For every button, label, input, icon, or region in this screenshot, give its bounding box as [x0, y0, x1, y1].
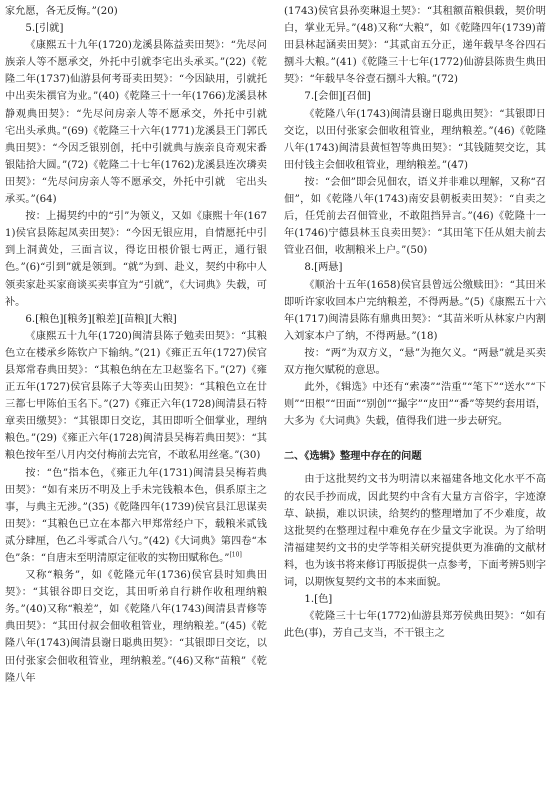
section-spacer [284, 430, 546, 448]
subsection-heading: 8.[两悬] [304, 262, 343, 274]
body-paragraph: (1743)侯官县孙奕琳退土契》：“其租额苗粮俱载，契价明白，掌业无异。”(48)又称“大粮”，如《乾隆四年(1739)莆田县林起涵卖田契》：“其贰亩五分正，递年载早冬谷四石捌斗大粮。”(41)《乾隆三十七年(1772)仙游县陈贵生典田契》：“年载早冬谷壹石捌斗大粮。”(72) [284, 6, 546, 86]
body-paragraph: 按：“色”指本色，《雍正九年(1731)闽清县吴梅若典田契》：“如有来历不明及上手未完钱粮本色，俱系原主之事，与典主无涉。”(35)《乾隆四年(1739)侯官县江思谋卖田契》：“其粮色已立在本都六甲郑常经户下，载粮米贰钱贰分肆厘，色乙斗零贰合八勺。”(42)《大词典》第四卷“本色”条：“自唐末至明清原定征收的实物田赋称色。”[10] [5, 467, 267, 564]
body-paragraph: 又称“粮务”，如《乾隆元年(1736)侯官县时知典田契》：“其银谷即日交讫，其田听弟自行耕作收租理纳粮务。”(40)又称“粮差”，如《乾隆八年(1743)闽清县青修等典田契》：“其田付叔会佃收租管业，理纳粮差。”(45)《乾隆八年(1743)闽清县谢日聪典田契》：“其银即日交讫，以田付张家会佃收租管业，理纳粮差。”(46)又称“苗粮”《乾隆八年 [5, 570, 267, 684]
subsection-heading: 6.[粮色][粮务][粮差][苗粮][大粮] [25, 313, 177, 325]
body-paragraph: 由于这批契约文书为明清以来福建各地文化水平不高的农民手抄而成，因此契约中含有大量方言俗字，字迹潦草、缺损，难以识读，给契约的整理增加了不少难度，故这批契约在整理过程中难免存在少量文字讹误。为了给明清福建契约文书的史学等相关研究提供更为准确的文献材料，也为该书将来修订再版提供一点参考，下面考辨5则字词，以期恢复契约文书的本来面貌。 [284, 474, 546, 588]
subsection-heading: 1.[色] [304, 594, 333, 606]
subsection-heading: 5.[引就] [25, 23, 64, 35]
body-paragraph: 按：“两”为双方义，“悬”为拖欠义。“两悬”就是买卖双方拖欠赋税的意思。 [284, 347, 546, 376]
subsection-heading: 7.[会佃][召佃] [304, 91, 371, 103]
body-paragraph: 《乾隆三十七年(1772)仙游县郑芳侯典田契》：“如有此色(事)，芳自己支当，不干银主之 [284, 611, 546, 640]
body-paragraph: 《康熙五十九年(1720)闽清县陈子勉卖田契》：“其粮色立在楼承乡陈钦户下输纳。”(21)《雍正五年(1727)侯官县郑常春典田契》：“其粮色纳在左卫赵鉴名下。”(27)《雍正五年(1727)侯官县陈子大等卖山田契》：“其粮色立在廿三都七甲陈伯玉名下。”(27)《雍正六年(1728)闽清县石特章卖田缴契》：“其银即日交讫，其田即听仝佃掌业，理纳粮色。”(29)《雍正六年(1728)闽清县吴梅若典田契》：“其粮色按年至八月内交付梅前去完官，不敢私用丝毫。”(30) [5, 330, 267, 462]
body-paragraph: 家允愿，各无反悔。”(20) [5, 6, 118, 17]
left-column [5, 3, 278, 687]
body-paragraph: 《康熙五十九年(1720)龙溪县陈益卖田契》：“先尽问族亲人等不愿承交，外托中引就李宅出头承买。”(22)《乾隆二年(1737)仙游县何考哥卖田契》：“今因缺用，引就托中出卖朱禩官为业。”(40)《乾隆三十一年(1766)龙溪县林静观典田契》：“先尽问房亲人等不愿承交，外托中引就 宅出头承典。”(69)《乾隆三十六年(1771)龙溪县王门郭氏典田契》：“今因乏银别创，托中引就典与族亲良奇观宋番银陆拾大圆。”(72)《乾隆二十七年(1762)龙溪县连次璘卖田契》：“先尽问房亲人等不愿承交，外托中引就 宅出头承买。”(64) [5, 40, 278, 206]
footnote-marker: [10] [229, 551, 242, 559]
body-paragraph: 按：上揭契约中的“引”为领义，又如《康熙十年(1671)侯官县陈起凤卖田契》：“今因无银应用，自情愿托中引到上洞黄处，三面言议，得讫田根价银七两正，通行银色。”(6)“引到”就是领到。“就”为到、赴义，契约中称中人领卖家赴买家商谈买卖事宜为“引就”，《大词典》失载，可补。 [5, 211, 267, 308]
body-paragraph: 《乾隆八年(1743)闽清县谢日聪典田契》：“其银即日交讫，以田付张家会佃收租管业，理纳粮差。”(46)《乾隆八年(1743)闽清县黄恒智等典田契》：“其钱随契交讫，其田付钱主会佃收租管业，理纳粮差。”(47) [284, 108, 546, 171]
body-paragraph: 按：“会佃”即会见佃农，语义并非难以理解，又称“召佃”，如《乾隆八年(1743)南安县朝板卖田契》：“自卖之后，任凭前去召佃管业，不敢阻挡异言。”(46)《乾隆十一年(1746)宁德县林玉良卖田契》：“其田笔下任从姐夫前去管业召佃，收割粮米上户。”(50) [284, 176, 546, 257]
section-title: 二、《选辑》整理中存在的问题 [284, 451, 422, 463]
body-paragraph: 此外，《辑选》中还有“索凑”“浩重”“笔下”“送水”“下则”“田根”“田面”“别创”“撮字”“皮田”“番”等契约套用语，大多为《大词典》失载，值得我们进一步去研究。 [284, 382, 546, 428]
right-column [284, 3, 546, 642]
body-paragraph: 《顺治十五年(1658)侯官县曾远公缴赎田》：“其田米即听许家收回本户完纳粮差，不得两悬。”(5)《康熙五十六年(1717)闽清县陈有鼎典田契》：“其苗米听从林家户内割入刘家本户了纳，不得两悬。”(18) [284, 279, 546, 342]
